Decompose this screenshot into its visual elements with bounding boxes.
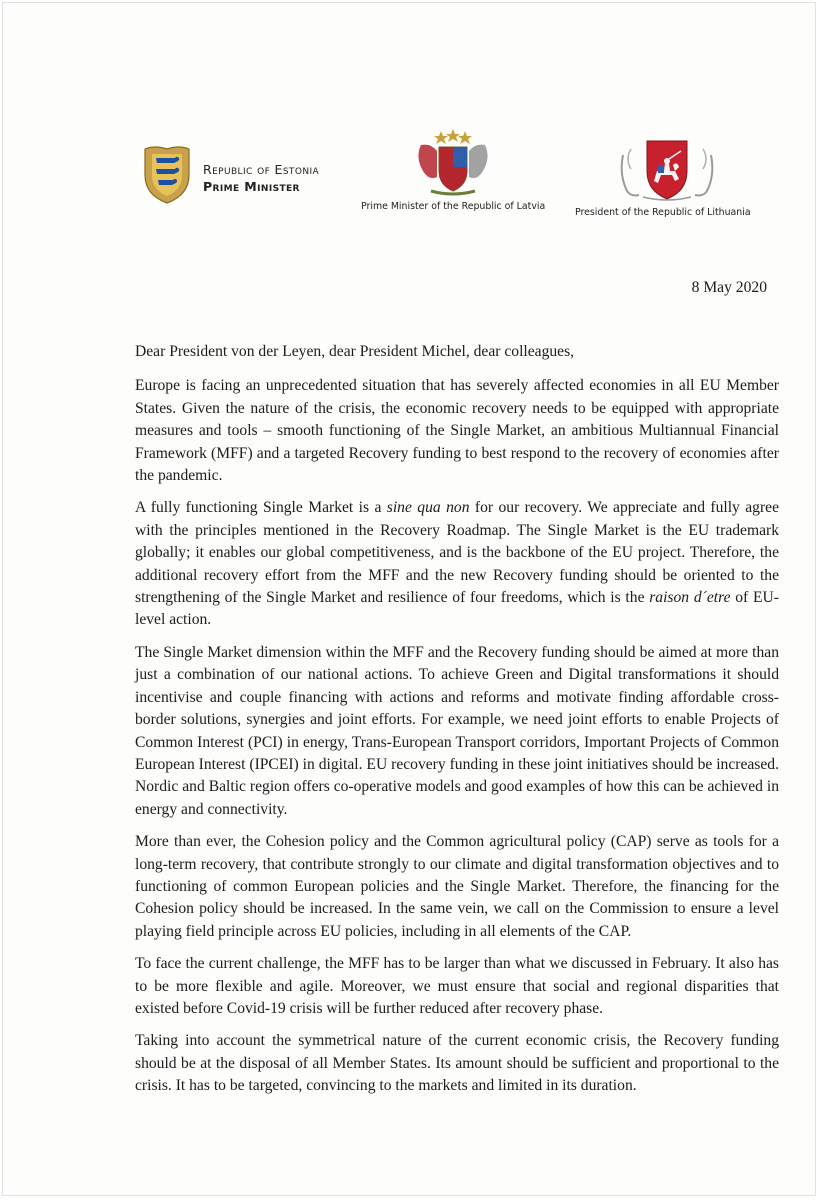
paragraph-2-italic-1: sine qua non [386, 499, 470, 517]
estonia-coat-of-arms-icon [143, 145, 191, 205]
estonia-line1: Republic of Estonia [203, 162, 320, 177]
estonia-line2: Prime Minister [203, 179, 300, 194]
paragraph-1: Europe is facing an unprecedented situation that has severely affected economies in all EU Member States. Given the nature of the crisis, the economic recovery needs to be equipped with appropriate measures and tools – smooth functioning of the Single Market, an ambitious Multiannual Financial Framework (MFF) and a targeted Recovery funding to best respond to the recovery of economies after the pandemic. [135, 377, 779, 485]
lithuania-caption: President of the Republic of Lithuania [575, 207, 751, 218]
paragraph-5: To face the current challenge, the MFF has to be larger than what we discussed in February. It also has to be more flexible and agile. Moreover, we must ensure that social and regional disparities that existed before Covid-19 crisis will be further reduced after recovery phase. [135, 955, 779, 1017]
paragraph-3: The Single Market dimension within the MFF and the Recovery funding should be aimed at more than just a combination of our national actions. To achieve Green and Digital transformations it should incentivise and couple financing with actions and reforms and motivate finding affordable cross-border solutions, synergies and joint efforts. For example, we need joint efforts to enable Projects of Common Interest (PCI) in energy, Trans-European Transport corridors, Important Projects of Common European Interest (IPCEI) in digital. EU recovery funding in these joint initiatives should be increased. Nordic and Baltic region offers co-operative models and good examples of how this can be achieved in energy and connectivity. [135, 643, 779, 818]
letter-date: 8 May 2020 [691, 279, 767, 296]
letter-body [135, 341, 779, 1108]
paragraph-2 [135, 497, 779, 631]
letter-page [2, 2, 816, 1196]
paragraph-2-part-2: for our recovery. We appreciate and fully agree with the principles mentioned in the Recovery Roadmap. The Single Market is the EU trademark globally; it enables our global competitiveness, and is the backbone of the EU project. Therefore, the additional recovery effort from the MFF and the new Recovery funding should be oriented to the strengthening of the Single Market and resilience of four freedoms, which is the [135, 499, 780, 607]
paragraph-2-italic-2: raison d´etre [649, 589, 731, 607]
lithuania-coat-of-arms-icon [617, 135, 717, 203]
paragraph-4: More than ever, the Cohesion policy and the Common agricultural policy (CAP) serve as tools for a long-term recovery, that contribute strongly to our climate and digital transformation objectives and to functioning of common European policies and the Single Market. Therefore, the financing for the Cohesion policy should be increased. In the same vein, we call on the Commission to ensure a level playing field principle across EU policies, including in all elements of the CAP. [135, 833, 779, 940]
paragraph-6: Taking into account the symmetrical nature of the current economic crisis, the Recovery funding should be at the disposal of all Member States. Its amount should be sufficient and proportional to the crisis. It has to be targeted, convincing to the markets and limited in its duration. [135, 1032, 779, 1095]
paragraph-2-part-3: of EU-level action. [135, 589, 779, 629]
paragraph-2-part-1: A fully functioning Single Market is a [135, 499, 387, 517]
salutation: Dear President von der Leyen, dear President Michel, dear colleagues, [135, 343, 575, 360]
estonia-title [203, 161, 319, 195]
latvia-coat-of-arms-icon [411, 127, 495, 197]
latvia-caption: Prime Minister of the Republic of Latvia [361, 201, 546, 212]
